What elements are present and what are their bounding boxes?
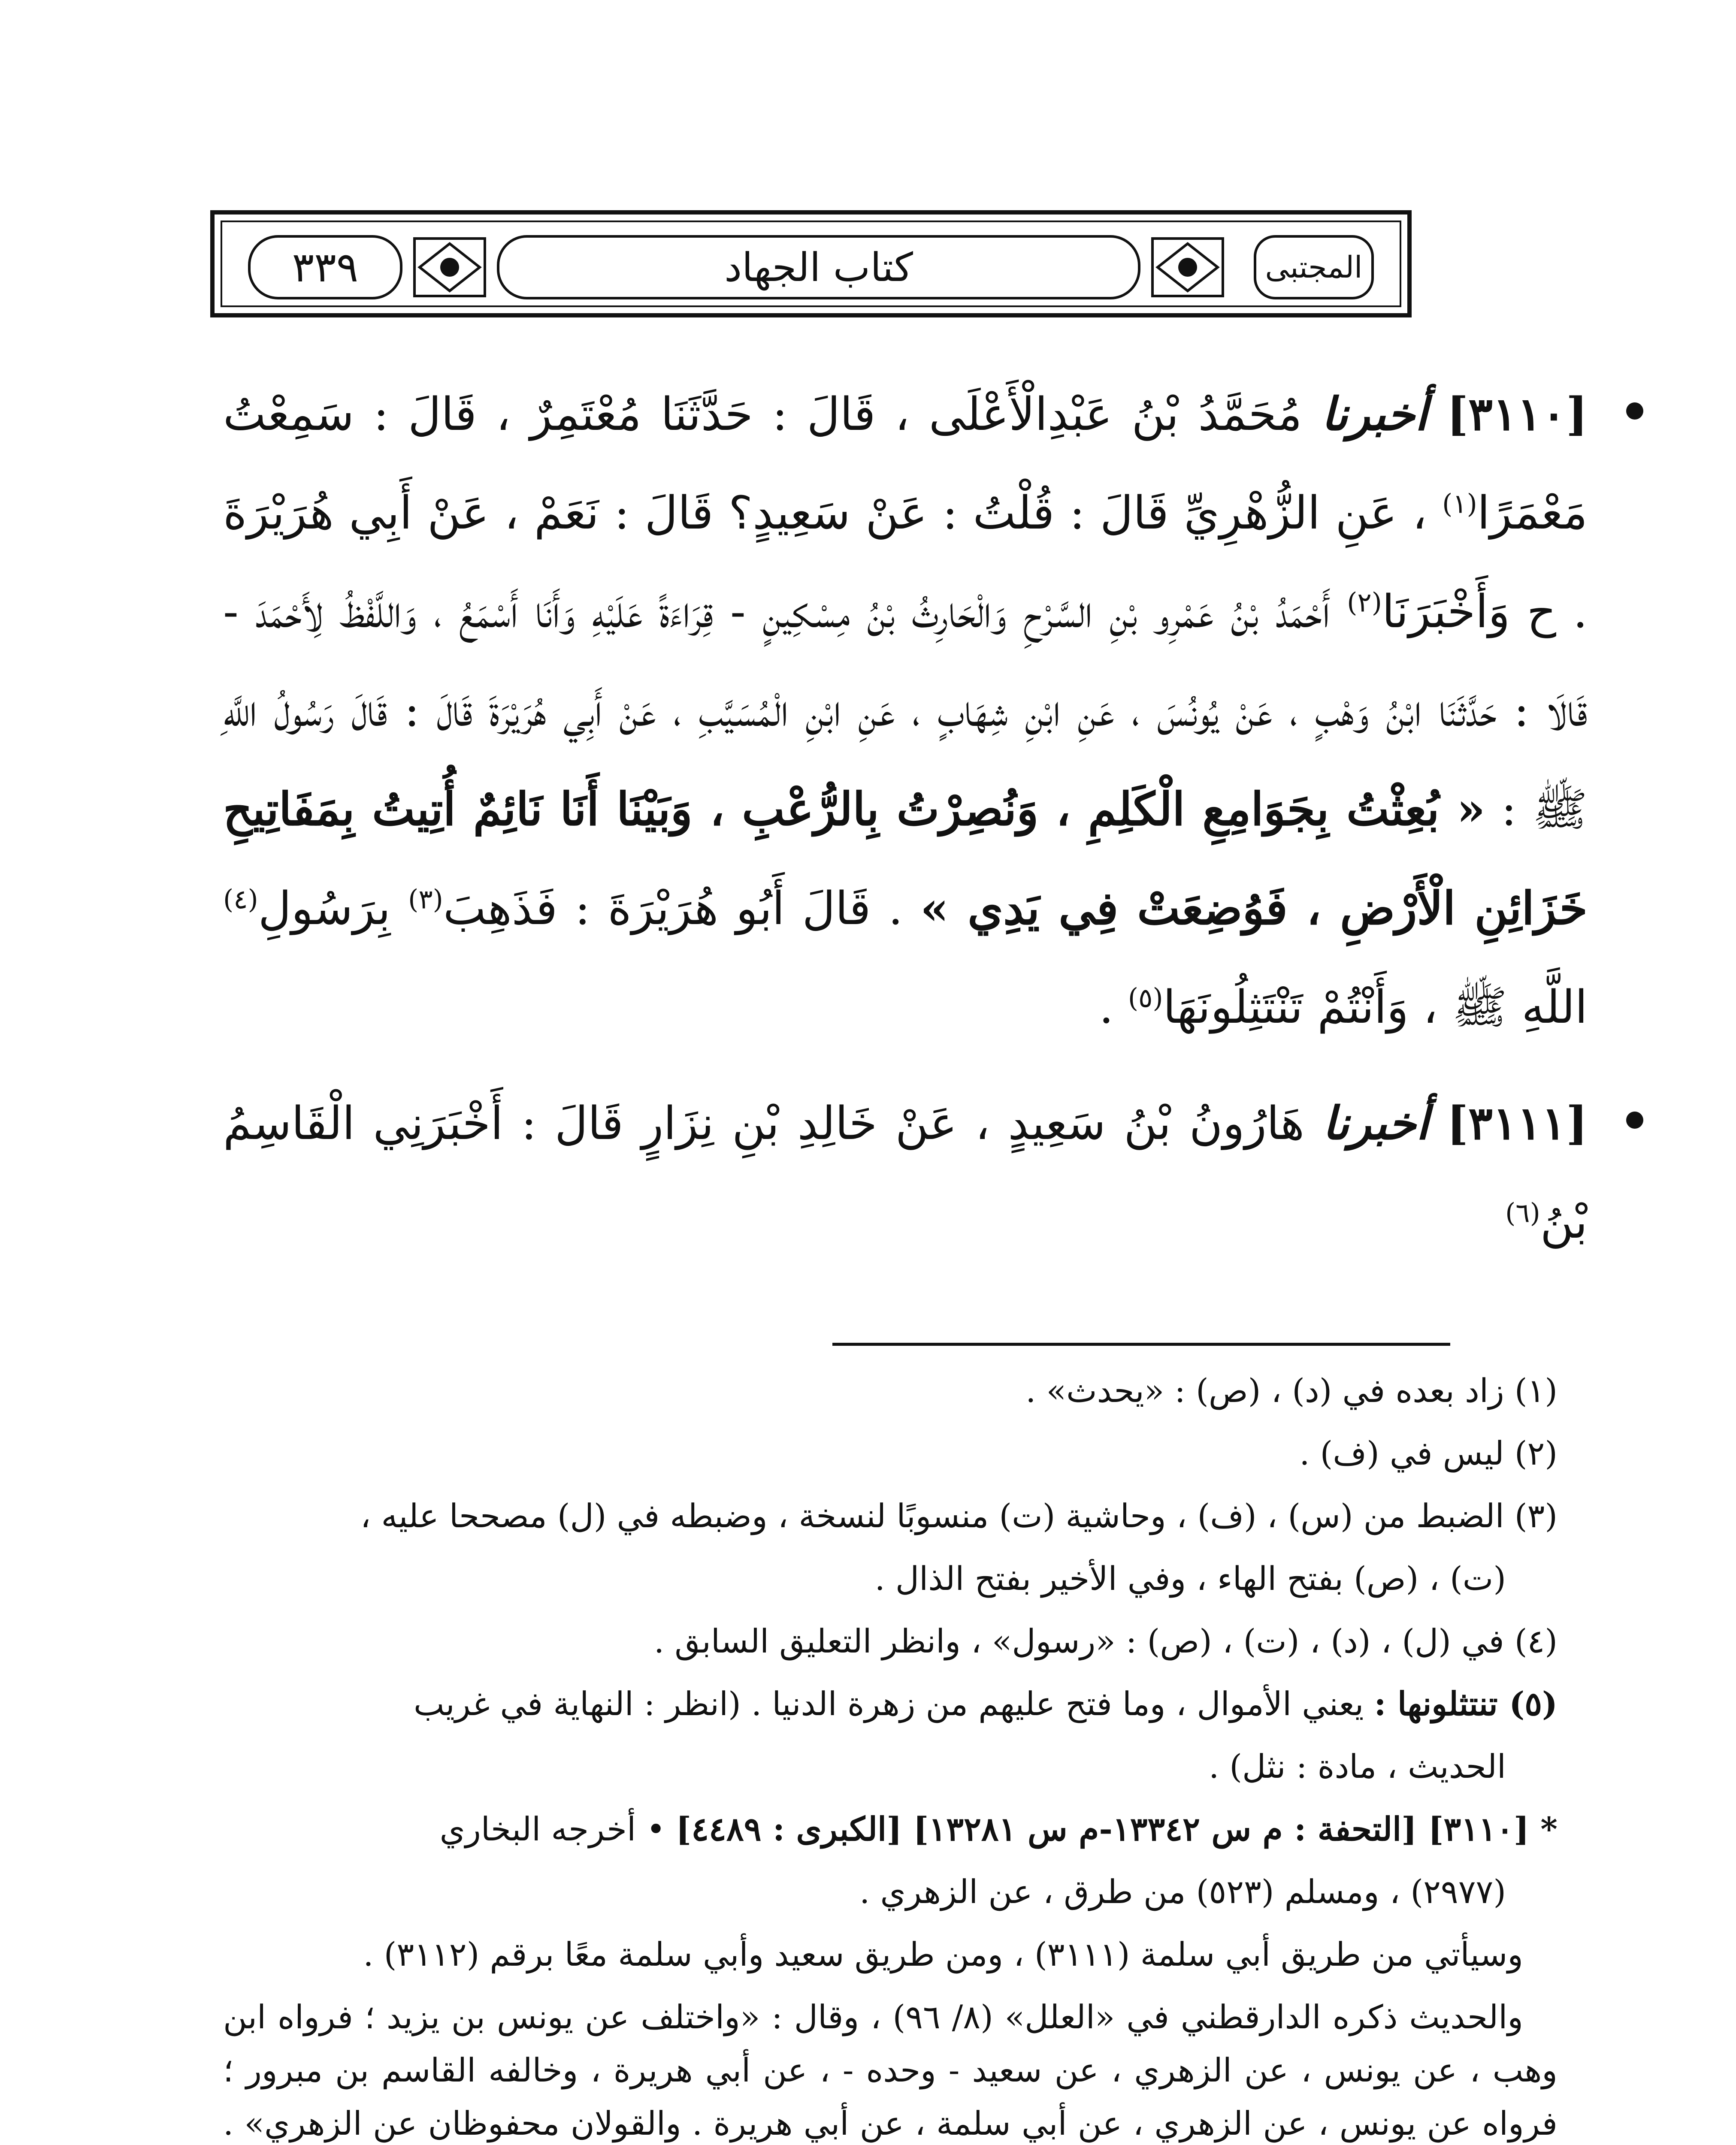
footnote-ref: (١) (1442, 488, 1477, 520)
footnote-ref: (٤) (223, 883, 258, 915)
footnote-divider (832, 1343, 1450, 1346)
takhrij-reference: * [٣١١٠] [التحفة : م س ١٣٣٤٢-م س ١٣٢٨١] [الكبرى : ٤٤٨٩] (676, 1810, 1558, 1848)
isnad-text: ، عَنِ الزُّهْرِيِّ قَالَ : قُلْتُ : عَنْ سَعِيدٍ؟ قَالَ : نَعَمْ ، عَنْ أَبِي هُرَيْرَةَ . ح وَأَخْبَرَنَا (223, 486, 1588, 638)
ornament-icon (411, 235, 488, 299)
footnotes (223, 1364, 1558, 2145)
page-header (210, 210, 1412, 317)
takhrij-paragraph: والحديث ذكره الدارقطني في «العلل» (٨/ ٩٦) ، وقال : «واختلف عن يونس بن يزيد ؛ فرواه ابن وهب ، عن يونس ، عن الزهري ، عن سعيد - وحده - ، عن أبي هريرة ، وخالفه القاسم بن مبرور ؛ فرواه عن يونس ، عن الزهري ، عن أبي سلمة ، عن أبي هريرة . والقولان محفوظان عن الزهري» . (223, 1998, 1558, 2142)
footnote-4: (٤) في (ل) ، (د) ، (ت) ، (ص) : «رسول» ، وانظر التعليق السابق . (654, 1622, 1558, 1660)
footnote-3: (٣) الضبط من (س) ، (ف) ، وحاشية (ت) منسوبًا لنسخة ، وضبطه في (ل) مصححا عليه ، (360, 1497, 1558, 1535)
chapter-title: كتاب الجهاد (497, 235, 1140, 299)
main-text (223, 365, 1588, 1289)
takhrij-header (223, 1803, 1558, 1856)
isnad-text: هَارُونُ بْنُ سَعِيدٍ ، عَنْ خَالِدِ بْنِ نِزَارٍ قَالَ : أَخْبَرَنِي الْقَاسِمُ بْنُ (223, 1097, 1588, 1248)
footnote-3-continued: (ت) ، (ص) بفتح الهاء ، وفي الأخير بفتح الذال . (874, 1559, 1506, 1598)
footnote-ref: (٣) (408, 883, 443, 915)
footnote-2: (٢) ليس في (ف) . (1299, 1434, 1558, 1472)
takhrij-continued: (٢٩٧٧) ، ومسلم (٥٢٣) من طرق ، عن الزهري . (859, 1873, 1506, 1911)
header-frame (221, 221, 1401, 307)
footnote-1: (١) زاد بعده في (د) ، (ص) : «يحدث» . (1025, 1372, 1558, 1410)
hadith-number: [٣١١١] (1446, 1096, 1588, 1150)
footnote-5-continued: الحديث ، مادة : نثل) . (1209, 1747, 1506, 1785)
footnote-5-text: يعني الأموال ، وما فتح عليهم من زهرة الدنيا . (انظر : النهاية في غريب (413, 1685, 1364, 1723)
bullet-icon (1626, 402, 1643, 420)
footnote-5 (223, 1677, 1558, 1731)
isnad-text: اللَّهِ ﷺ ، وَأَنْتُمْ تَنْتَثِلُونَهَا (1163, 981, 1588, 1033)
isnad-text: مُحَمَّدُ بْنُ عَبْدِالْأَعْلَى ، قَالَ : حَدَّثَنَا مُعْتَمِرٌ ، قَالَ : سَمِعْتُ مَعْمَرًا (223, 388, 1588, 539)
takhrij-paragraph: وسيأتي من طريق أبي سلمة (٣١١١) ، ومن طريق سعيد وأبي سلمة معًا برقم (٣١١٢) . (363, 1935, 1523, 1973)
isnad-text: . قَالَ أَبُو هُرَيْرَةَ : فَذَهِبَ (443, 882, 903, 935)
footnote-ref: (٥) (1128, 982, 1163, 1014)
akhbarana-label: أخبرنا (1321, 387, 1428, 441)
isnad-text: بِرَسُولِ (258, 882, 391, 935)
akhbarana-label: أخبرنا (1322, 1096, 1429, 1150)
hadith-3111 (223, 1074, 1588, 1272)
hadith-number: [٣١١٠] (1446, 387, 1588, 441)
footnote-ref: (٢) (1347, 586, 1382, 618)
bullet-icon (1626, 1112, 1643, 1129)
isnad-text: أَحْمَدُ بْنُ عَمْرِو بْنِ السَّرْحِ وَالْحَارِثُ بْنُ مِسْكِينٍ - قِرَاءَةً عَلَيْهِ وَأَنَا أَسْمَعُ ، وَاللَّفْظُ لِأَحْمَدَ - قَالَا : حَدَّثَنَا ابْنُ وَهْبٍ ، عَنْ يُونُسَ ، عَنِ ابْنِ شِهَابٍ ، عَنِ ابْنِ الْمُسَيَّبِ ، عَنْ أَبِي هُرَيْرَةَ قَالَ : قَالَ رَسُولُ اللَّهِ ﷺ : (223, 585, 1588, 836)
hadith-3110 (223, 365, 1588, 1057)
isnad-text: . (1099, 981, 1114, 1033)
matn-text: « بُعِثْتُ بِجَوَامِعِ الْكَلِمِ ، وَنُصِرْتُ بِالرُّعْبِ ، وَبَيْنَا أَنَا نَائِمٌ أُتِيتُ بِمَفَاتِيحِ خَزَائِنِ الْأَرْضِ ، فَوُضِعَتْ فِي يَدِي » (223, 782, 1588, 935)
page-number: ٣٣٩ (248, 235, 402, 299)
footnote-5-label: (٥) تنتثلونها : (1374, 1685, 1558, 1723)
footnote-ref: (٦) (1505, 1197, 1540, 1229)
ornament-icon (1149, 235, 1226, 299)
book-logo: المجتبى (1254, 235, 1374, 299)
takhrij-text: • أخرجه البخاري (439, 1810, 666, 1848)
